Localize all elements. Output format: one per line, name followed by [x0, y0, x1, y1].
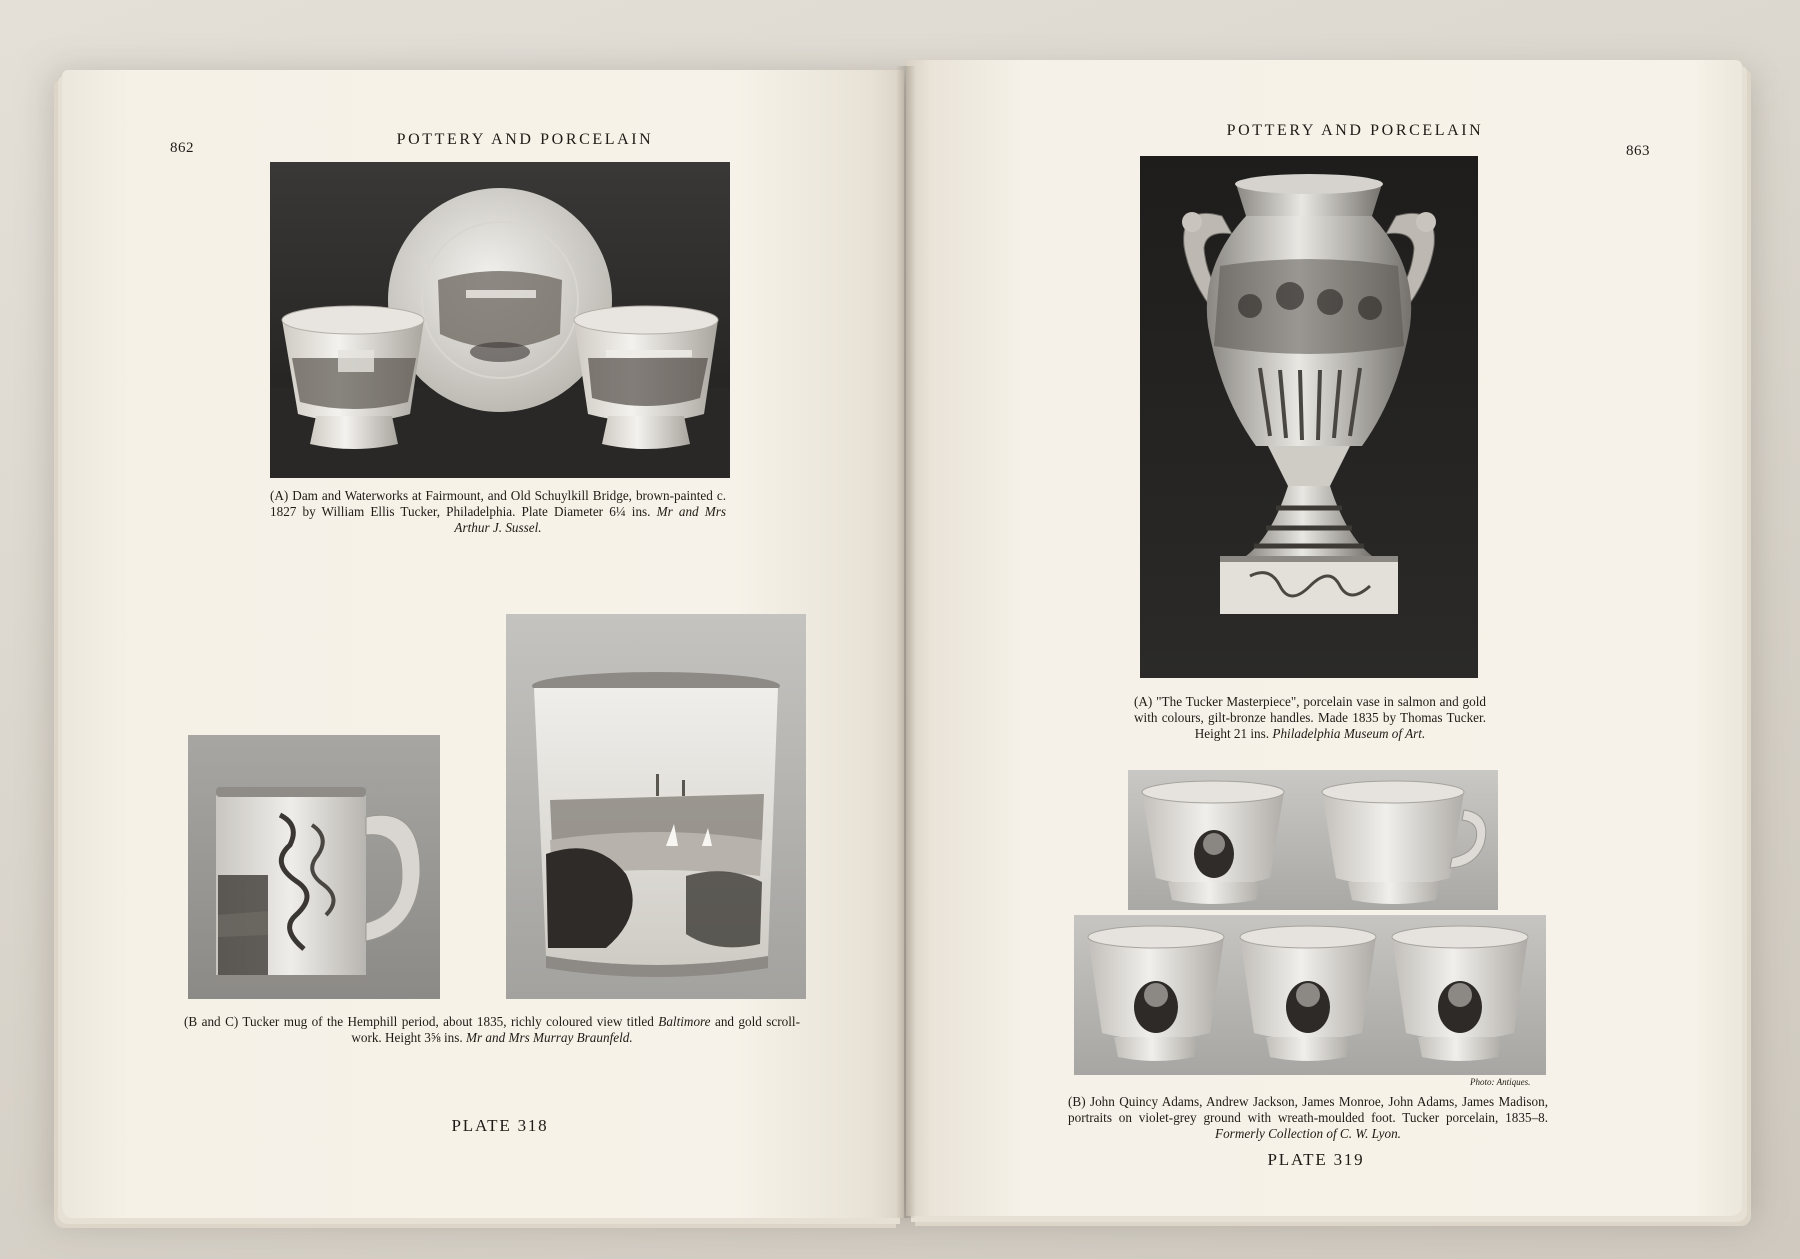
photo-cups-and-plate — [270, 162, 730, 478]
left-running-head: POTTERY AND PORCELAIN — [396, 131, 654, 148]
cups-and-plate-illustration — [270, 162, 730, 478]
left-figure-a-caption-main: (A) Dam and Waterworks at Fairmount, and Old Schuylkill Bridge, brown-painted c. 1827 by William Ellis Tucker, Philadelphia. Plate Diameter 6¼ ins. — [270, 488, 726, 519]
left-figure-bc-caption-rest: and gold scroll-work. Height 3⅝ ins. — [351, 1014, 800, 1045]
vase-illustration — [1140, 156, 1478, 678]
mug-side-illustration — [188, 735, 440, 999]
left-figure-bc-caption-main: (B and C) Tucker mug of the Hemphill period, about 1835, richly coloured view titled — [184, 1014, 654, 1029]
right-figure-a-caption-main: (A) "The Tucker Masterpiece", porcelain vase in salmon and gold with colours, gilt-bronze handles. Made 1835 by Thomas Tucker. Height 21 ins. — [1134, 694, 1486, 741]
left-figure-a-caption-credit: Mr and Mrs Arthur J. Sussel. — [454, 504, 726, 535]
right-figure-b-photo-credit: Photo: Antiques. — [1470, 1077, 1531, 1087]
portrait-cups-top-illustration — [1128, 770, 1498, 910]
right-figure-b-caption-credit: Formerly Collection of C. W. Lyon. — [1215, 1126, 1401, 1141]
left-figure-bc-caption — [184, 1014, 800, 1046]
right-page-number: 863 — [1626, 143, 1650, 159]
portrait-cups-bottom-illustration — [1074, 915, 1546, 1075]
mug-baltimore-illustration — [506, 614, 806, 999]
right-figure-a-caption — [1134, 694, 1486, 742]
photo-tucker-masterpiece-vase — [1140, 156, 1478, 678]
right-plate-label: PLATE 319 — [1267, 1150, 1365, 1169]
right-figure-a-caption-credit: Philadelphia Museum of Art. — [1272, 726, 1426, 741]
left-figure-bc-caption-credit: Mr and Mrs Murray Braunfeld. — [465, 1030, 633, 1045]
right-running-head: POTTERY AND PORCELAIN — [1226, 122, 1484, 139]
left-page-number: 862 — [170, 140, 194, 156]
left-plate-label: PLATE 318 — [451, 1116, 549, 1135]
photo-portrait-cups-bottom — [1074, 915, 1546, 1075]
photo-tucker-mug-side — [188, 735, 440, 999]
photo-tucker-mug-baltimore — [506, 614, 806, 999]
left-figure-a-caption — [270, 488, 726, 536]
right-figure-b-caption — [1068, 1094, 1548, 1142]
book-gutter — [896, 66, 916, 1218]
right-figure-b-caption-main: (B) John Quincy Adams, Andrew Jackson, James Monroe, John Adams, James Madison, portraits on violet-grey ground with wreath-moulded foot. Tucker porcelain, 1835–8. — [1068, 1094, 1548, 1125]
photo-portrait-cups-top — [1128, 770, 1498, 910]
left-figure-bc-caption-title: Baltimore — [658, 1014, 711, 1029]
